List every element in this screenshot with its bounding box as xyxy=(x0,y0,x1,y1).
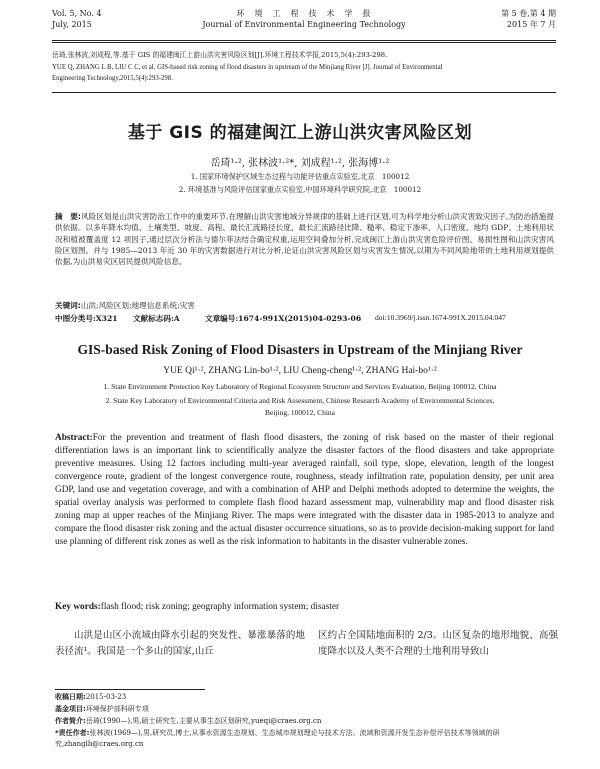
document-code: 文献标志码:A xyxy=(133,314,180,323)
clc-number: 中图分类号:X321 xyxy=(55,314,118,323)
affiliation-en-1: 1. State Environment Protection Key Laboratory of Regional Ecosystem Structure and Services Evaluation, Beijing 100012, China xyxy=(103,382,497,391)
keywords-en-text: flash flood; risk zoning; geography information system; disaster xyxy=(100,602,340,612)
keywords-cn-text: 山洪;风险区划;地理信息系统;灾害 xyxy=(80,301,195,310)
abstract-en xyxy=(55,432,554,549)
citation-block: 岳琦,张林波,刘成程,等.基于 GIS 的福建闽江上游山洪灾害风险区划[J].环境工程技术学报,2015,5(4):293-298. YUE Q, ZHANG L B, LIU C C, et al. GIS-based risk zoning of flood disasters in upstream of the Minjiang River [J]. Journal of Environmental Engineering Technology,2015,5(4):293-298. xyxy=(52,51,443,82)
title-cn: 基于 GIS 的福建闽江上游山洪灾害风险区划 xyxy=(127,123,473,143)
keywords-cn-label: 关键词: xyxy=(55,301,81,310)
abstract-cn-label: 摘 要: xyxy=(55,212,81,221)
header-rule xyxy=(52,40,556,41)
journal-name: 环 境 工 程 技 术 学 报 Journal of Environmental Engineering Technology xyxy=(202,9,406,29)
keywords-en-label: Key words: xyxy=(55,602,101,612)
article-number: 文章编号:1674-991X(2015)04-0293-06 xyxy=(205,314,362,323)
keywords-en xyxy=(55,602,554,612)
body-column-2: 区约占全国陆地面积的 2/3。山区复杂的地形地貌、高强度降水以及人类不合理的土地利用导致山 xyxy=(318,630,558,657)
volume-issue-cn: 第 5 卷,第 4 期 2015 年 7 月 xyxy=(501,9,556,29)
affiliation-cn-2: 2. 环境基准与风险评估国家重点实验室,中国环境科学研究院,北京 100012 xyxy=(178,185,422,194)
affiliation-en-2: 2. State Key Laboratory of Environmental Criteria and Risk Assessment, Chinese Research Academy of Environmental Sciences, xyxy=(105,396,495,405)
body-column-1: 山洪是山区小流域由降水引起的突发性、暴涨暴落的地表径流¹。我国是一个多山的国家,山丘 xyxy=(55,630,305,657)
authors-en: YUE Qi¹·², ZHANG Lin-bo¹·², LIU Cheng-cheng¹·², ZHANG Hai-bo¹·² xyxy=(163,366,437,376)
abstract-cn-text: 风险区划是山洪灾害防治工作中的重要环节,在理解山洪灾害地域分异规律的基础上进行区划,可为科学地分析山洪灾害致灾因子,为防治措施提供依据。以多年降水均值、土壤类型、坡度、高程、最长汇流路径长度、最长汇流路径比降、糙率、稳定下渗率、人口密度、地均 GDP、土地利用状况和植被覆盖度 12 项因子,通过层次分析法与德尔菲法结合确定权重,运用空间叠加分析,完成闽江上游山洪灾害危险评价图、易损性图和山洪灾害风险区划图。并与 1985—2013 年近 30 年的灾害数据进行对比分析,论证山洪灾害风险区划与灾害发生情况,以期为不同风险地带的土地利用规划提供依据,为山洪易灾区居民提供风险信息。 xyxy=(55,212,555,267)
keywords-cn xyxy=(55,300,554,311)
affiliation-en-3: Beijing, 100012, China xyxy=(265,408,335,417)
abstract-en-text: For the prevention and treatment of flash flood disasters, the zoning of risk based on the master of their regional differentiation laws is an important link to scientifically analyze the disaster factors of the flood disasters and take appropriate preventive measures. Using 12 factors including multi-year averaged rainfall, soil type, slope, elevation, length of the longest convergence route, gradient of the longest convergence route, roughness, steady infiltration rate, population density, per unit area GDP, land use and vegetation coverage, and with a combination of AHP and Delphi methods adopted to determine the weights, the spatial overlay analysis was performed to complete flash flood hazard assessment map, vulnerability map and flood disaster risk zoning map at upper reaches of the Minjiang River. The maps were integrated with the disaster data in 1985-2013 to analyze and compare the flood disaster risk zoning and the actual disaster occurrence situations, so as to provide decision-making support for land use planning of different risk zones as well as the risk information to habitants in the disaster vulnerable zones. xyxy=(55,433,554,547)
citation-rule xyxy=(52,92,556,93)
abstract-en-label: Abstract: xyxy=(55,433,93,443)
doi: doi:10.3969/j.issn.1674-991X.2015.04.047 xyxy=(375,313,506,322)
authors-cn: 岳琦¹·², 张林波¹·²*, 刘成程¹·², 张海博¹·² xyxy=(210,158,390,169)
running-header xyxy=(52,8,556,40)
footnote-author: 作者简介:岳琦(1990—),男,硕士研究生,主要从事生态区划研究,yueqi@craes.org.cn xyxy=(55,717,322,725)
abstract-cn xyxy=(55,211,554,267)
title-en: GIS-based Risk Zoning of Flood Disasters in Upstream of the Minjiang River xyxy=(77,342,523,357)
footnote-corresponding: *责任作者:张林波(1969—),男,研究员,博士,从事水资源生态规划、生态城市规划理论与技术方法、流域和资源开发生态补偿评估技术等领域的研究,zhanglb@craes.org.cn xyxy=(55,729,500,748)
volume-issue: Vol. 5, No. 4 July, 2015 xyxy=(52,9,102,29)
footnote-funding: 基金项目:环境保护部科研专项 xyxy=(55,705,149,713)
affiliation-cn-1: 1. 国家环境保护区域生态过程与功能评估重点实验室,北京 100012 xyxy=(190,172,410,181)
footnote-received: 收稿日期:2015-03-23 xyxy=(55,693,127,701)
footnote-rule xyxy=(55,689,205,690)
header-rule-2 xyxy=(52,42,556,43)
